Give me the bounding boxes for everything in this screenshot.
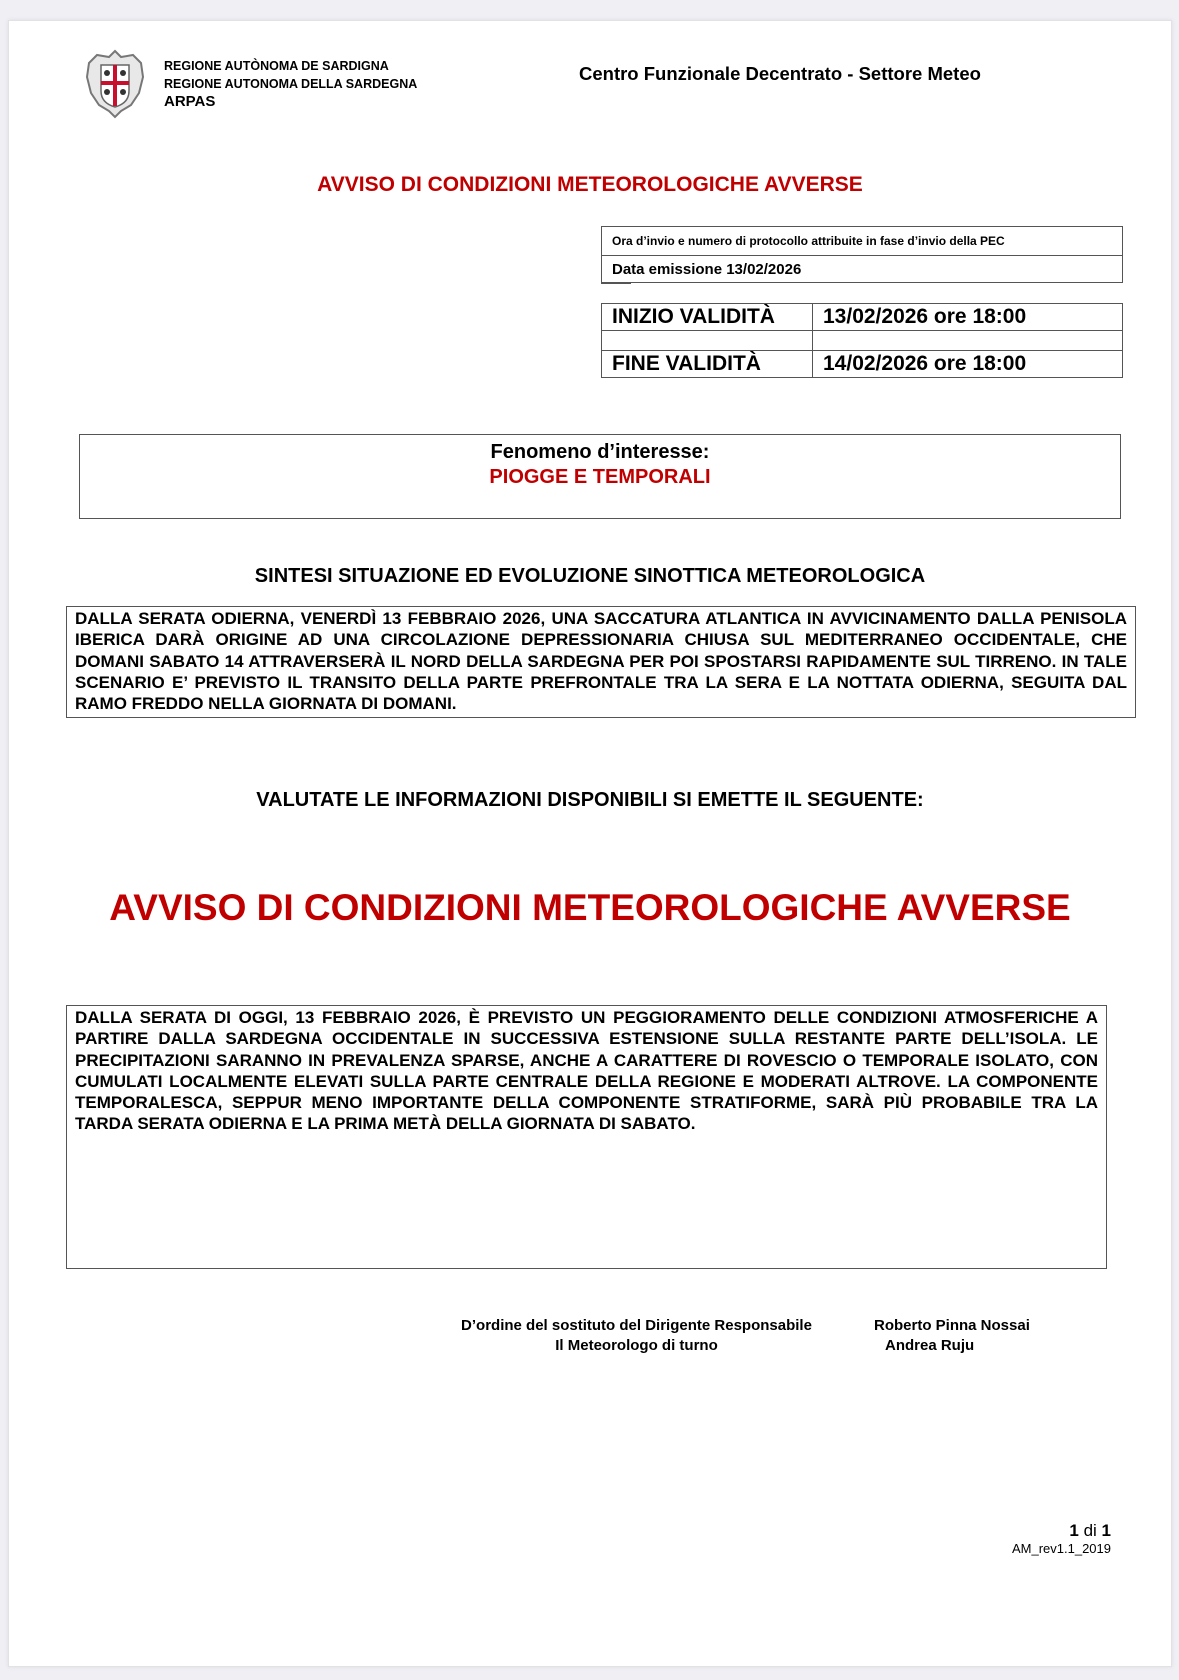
synopsis-text: DALLA SERATA ODIERNA, VENERDÌ 13 FEBBRAIO 2026, UNA SACCATURA ATLANTICA IN AVVICINAMENTO DALLA PENISOLA IBERICA DARÀ ORIGINE AD UNA CIRCOLAZIONE DEPRESSIONARIA CHIUSA SUL MEDITERRANEO OCCIDENTALE, CHE DOMANI SABATO 14 ATTRAVERSERÀ IL NORD DELLA SARDEGNA PER POI SPOSTARSI RAPIDAMENTE SUL TIRRENO. IN TALE SCENARIO E’ PREVISTO IL TRANSITO DELLA PARTE PREFRONTALE TRA LA SERA E LA NOTTATA ODIERNA, SEGUITA DAL RAMO FREDDO NELLA GIORNATA DI DOMANI. [75, 609, 1127, 714]
signature-role [424, 1316, 849, 1356]
signature-role-line-1: D’ordine del sostituto del Dirigente Responsabile [461, 1317, 812, 1334]
warning-title: AVVISO DI CONDIZIONI METEOROLOGICHE AVVERSE [109, 887, 1071, 928]
org-acronym: ARPAS [164, 93, 216, 110]
revision-code: AM_rev1.1_2019 [1011, 1541, 1111, 1556]
validity-end-label: FINE VALIDITÀ [602, 351, 813, 378]
validity-start-label: INIZIO VALIDITÀ [602, 304, 813, 331]
protocol-table [601, 226, 1123, 283]
signature-role-line-2: Il Meteorologo di turno [555, 1337, 718, 1354]
validity-start-value: 13/02/2026 ore 18:00 [813, 304, 1123, 331]
signature-names [874, 1316, 1030, 1356]
validity-end-value: 14/02/2026 ore 18:00 [813, 351, 1123, 378]
signature-name-1: Roberto Pinna Nossai [874, 1317, 1030, 1334]
warning-text: DALLA SERATA DI OGGI, 13 FEBBRAIO 2026, È PREVISTO UN PEGGIORAMENTO DELLE CONDIZIONI ATMOSFERICHE A PARTIRE DALLA SARDEGNA OCCIDENTALE IN SUCCESSIVA ESTENSIONE SULLA RESTANTE PARTE DELL’ISOLA. LE PRECIPITAZIONI SARANNO IN PREVALENZA SPARSE, ANCHE A CARATTERE DI ROVESCIO O TEMPORALE ISOLATO, CON CUMULATI LOCALMENTE ELEVATI SULLA PARTE CENTRALE DELLA REGIONE E MODERATI ALTROVE. LA COMPONENTE TEMPORALESCA, SEPPUR MENO IMPORTANTE DELLA COMPONENTE STRATIFORME, SARÀ PIÙ PROBABILE TRA LA TARDA SERATA ODIERNA E LA PRIMA METÀ DELLA GIORNATA DI SABATO. [75, 1008, 1098, 1134]
page-number: 1 di 1 [1069, 1521, 1111, 1540]
protocol-note: Ora d’invio e numero di protocollo attribuite in fase d’invio della PEC [602, 227, 1123, 256]
table-divider [601, 283, 631, 284]
page-footer [1012, 1521, 1111, 1556]
organization-block [164, 57, 417, 111]
validity-table [601, 303, 1123, 378]
issue-heading: VALUTATE LE INFORMAZIONI DISPONIBILI SI EMETTE IL SEGUENTE: [256, 789, 924, 811]
sardinia-coat-of-arms-icon [81, 47, 149, 119]
org-name-sardinian: REGIONE AUTÒNOMA DE SARDIGNA [164, 59, 389, 73]
emission-date: Data emissione 13/02/2026 [602, 256, 1123, 283]
signature-name-2: Andrea Ruju [885, 1337, 975, 1354]
center-name: Centro Funzionale Decentrato - Settore Meteo [579, 63, 981, 84]
warning-box [66, 1005, 1107, 1269]
synopsis-heading: SINTESI SITUAZIONE ED EVOLUZIONE SINOTTICA METEOROLOGICA [254, 565, 926, 587]
phenomenon-box [79, 434, 1121, 519]
document-page [8, 20, 1172, 1667]
phenomenon-label: Fenomeno d’interesse: [490, 441, 710, 463]
synopsis-box [66, 606, 1136, 718]
document-title: AVVISO DI CONDIZIONI METEOROLOGICHE AVVERSE [317, 173, 863, 196]
org-name-italian: REGIONE AUTONOMA DELLA SARDEGNA [164, 77, 418, 91]
phenomenon-value: PIOGGE E TEMPORALI [489, 466, 711, 488]
